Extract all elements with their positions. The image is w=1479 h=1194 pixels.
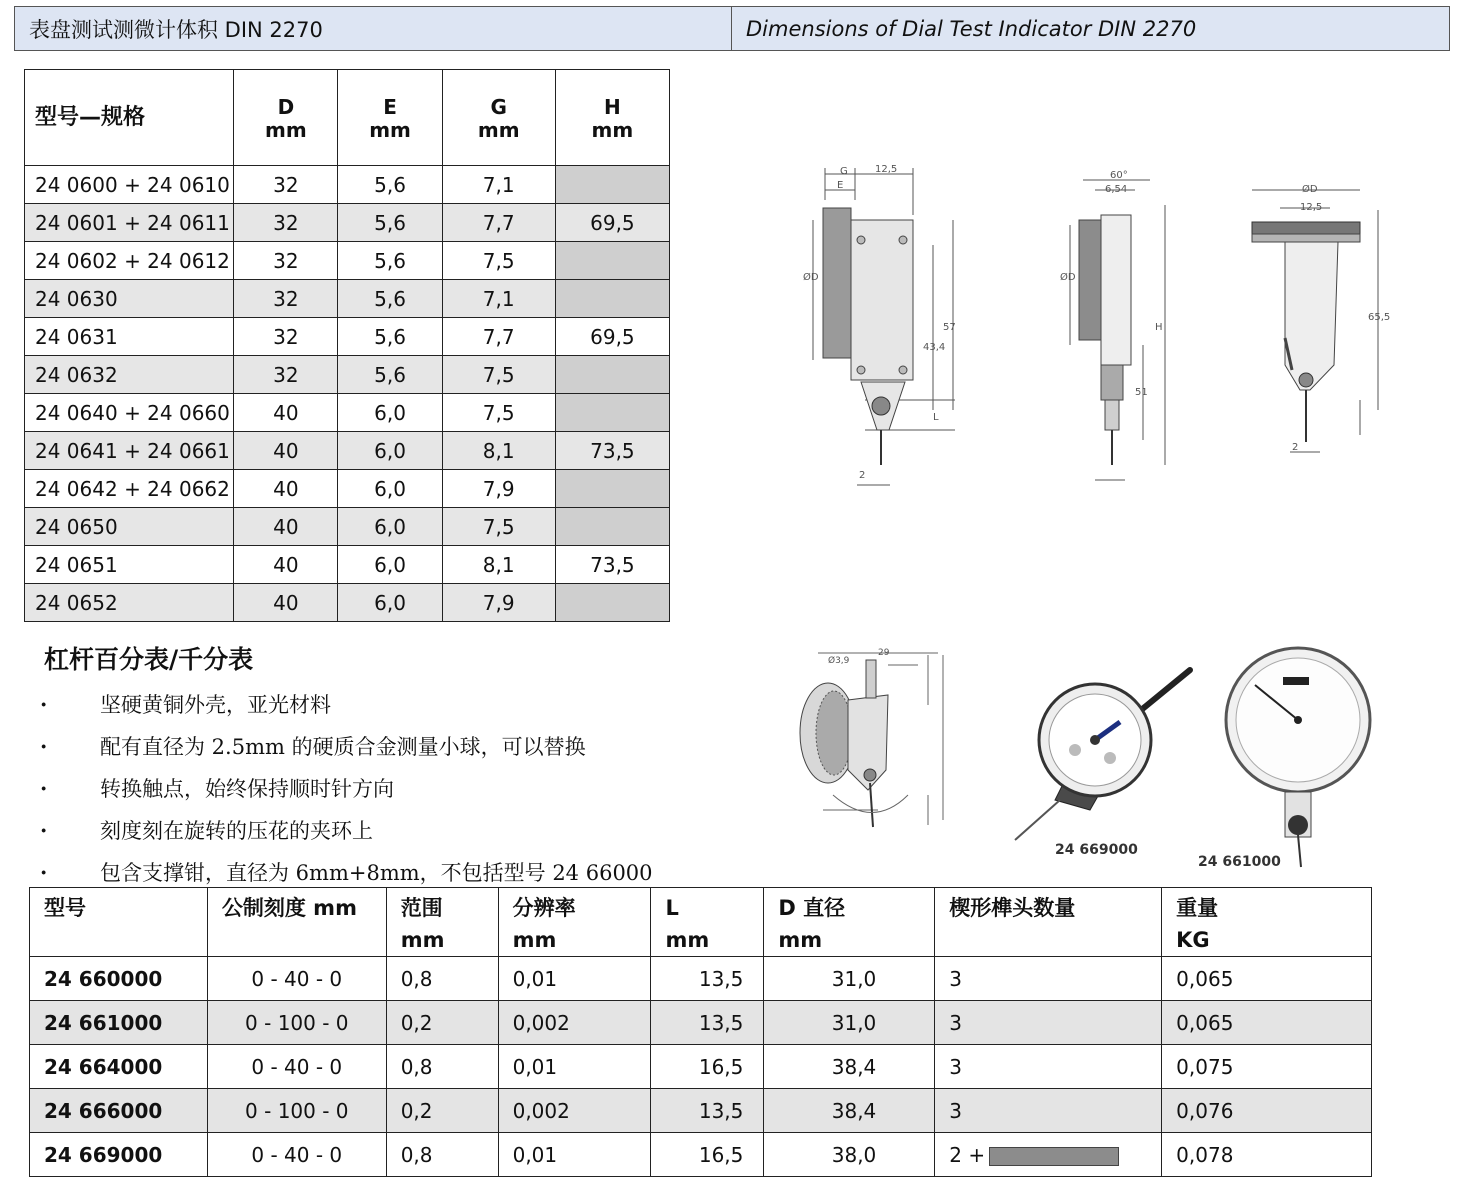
cell-g: 7,1 [442, 280, 555, 318]
col-header-g: G mm [442, 70, 555, 166]
technical-drawing-front [1230, 180, 1390, 460]
cell-g: 7,5 [442, 356, 555, 394]
col-header-h: H mm [555, 70, 669, 166]
technical-drawing-side [795, 160, 975, 495]
table-row [25, 470, 670, 508]
cell-dovetail: 3 [935, 1045, 1162, 1089]
label-29: 29 [878, 648, 890, 658]
feature-text: 包含支撑钳，直径为 6mm+8mm，不包括型号 24 66000 [100, 861, 653, 885]
label-65-5: 65,5 [1368, 312, 1391, 323]
cell-e: 6,0 [338, 584, 442, 622]
col-header-resolution: 分辨率 mm [498, 888, 651, 957]
cell-model: 24 0601 + 24 0611 [25, 204, 234, 242]
table-row [30, 1001, 1372, 1045]
cell-dovetail: 3 [935, 1089, 1162, 1133]
cell-g: 7,5 [442, 394, 555, 432]
cell-h [555, 394, 669, 432]
product-photo-669000 [1000, 660, 1200, 850]
feature-text: 刻度刻在旋转的压花的夹环上 [100, 819, 373, 843]
cell-h: 73,5 [555, 546, 669, 584]
feature-text: 转换触点，始终保持顺时针方向 [100, 777, 394, 801]
cell-model: 24 0600 + 24 0610 [25, 166, 234, 204]
cell-resolution: 0,01 [498, 1133, 651, 1177]
page-header [14, 6, 1450, 51]
table-row [25, 394, 670, 432]
col-header-model: 型号—规格 [25, 70, 234, 166]
cell-g: 7,1 [442, 166, 555, 204]
cell-resolution: 0,002 [498, 1001, 651, 1045]
table-row [25, 356, 670, 394]
cell-g: 7,5 [442, 242, 555, 280]
label-od-3: ØD [1302, 184, 1318, 195]
cell-d: 32 [234, 318, 338, 356]
col-header-scale: 公制刻度 mm [207, 888, 386, 957]
cell-range: 0,8 [386, 1045, 498, 1089]
cell-g: 7,7 [442, 318, 555, 356]
table-row [25, 546, 670, 584]
dimensions-table [24, 69, 670, 622]
cell-model: 24 0632 [25, 356, 234, 394]
cell-diameter: 31,0 [764, 1001, 935, 1045]
cell-weight: 0,065 [1162, 957, 1372, 1001]
cell-model: 24 664000 [30, 1045, 208, 1089]
dovetail-value: 2 + [949, 1142, 986, 1167]
col-header-d: D mm [234, 70, 338, 166]
label-e: E [837, 180, 844, 191]
table-row [25, 166, 670, 204]
cell-model: 24 0650 [25, 508, 234, 546]
cell-scale: 0 - 100 - 0 [207, 1089, 386, 1133]
lever-drawing [778, 645, 953, 835]
cell-diameter: 38,0 [764, 1133, 935, 1177]
cell-l: 16,5 [651, 1133, 764, 1177]
header-title-en: Dimensions of Dial Test Indicator DIN 2270 [746, 16, 1197, 41]
label-51: 51 [1135, 387, 1148, 398]
table-row [25, 204, 670, 242]
photo-caption-right: 24 661000 [1198, 854, 1281, 870]
label-od: ØD [803, 272, 819, 283]
cell-g: 8,1 [442, 546, 555, 584]
cell-scale: 0 - 40 - 0 [207, 957, 386, 1001]
cell-model: 24 0651 [25, 546, 234, 584]
cell-e: 6,0 [338, 546, 442, 584]
cell-dovetail: 3 [935, 957, 1162, 1001]
feature-text: 配有直径为 2.5mm 的硬质合金测量小球，可以替换 [100, 735, 586, 759]
feature-text: 坚硬黄铜外壳，亚光材料 [100, 693, 331, 717]
cell-e: 6,0 [338, 470, 442, 508]
cell-e: 5,6 [338, 318, 442, 356]
cell-h: 73,5 [555, 432, 669, 470]
label-12-5-b: 12,5 [1300, 202, 1323, 213]
bullet: · [40, 691, 48, 717]
cell-range: 0,8 [386, 1133, 498, 1177]
spec-table [29, 887, 1372, 1177]
cell-d: 40 [234, 584, 338, 622]
cell-range: 0,8 [386, 957, 498, 1001]
cell-model: 24 0652 [25, 584, 234, 622]
cell-d: 40 [234, 546, 338, 584]
cell-h: 69,5 [555, 318, 669, 356]
cell-e: 5,6 [338, 166, 442, 204]
table-row [25, 280, 670, 318]
label-d3-9: Ø3,9 [828, 656, 850, 666]
label-l: L [933, 412, 939, 423]
label-2-b: 2 [1292, 442, 1299, 453]
dimensions-header-row [25, 70, 670, 166]
cell-g: 7,5 [442, 508, 555, 546]
label-od-2: ØD [1060, 272, 1076, 283]
cell-model: 24 0602 + 24 0612 [25, 242, 234, 280]
col-header-range: 范围 mm [386, 888, 498, 957]
cell-scale: 0 - 40 - 0 [207, 1045, 386, 1089]
cell-d: 32 [234, 204, 338, 242]
bullet: · [40, 817, 48, 843]
table-row [30, 1045, 1372, 1089]
list-item [40, 683, 653, 725]
cell-dovetail [935, 1133, 1162, 1177]
table-row [25, 242, 670, 280]
cell-resolution: 0,01 [498, 1045, 651, 1089]
cell-range: 0,2 [386, 1089, 498, 1133]
cell-model: 24 666000 [30, 1089, 208, 1133]
cell-d: 40 [234, 470, 338, 508]
cell-dovetail: 3 [935, 1001, 1162, 1045]
cell-l: 13,5 [651, 1001, 764, 1045]
cell-model: 24 0640 + 24 0660 [25, 394, 234, 432]
label-57: 57 [943, 322, 956, 333]
cell-model: 24 669000 [30, 1133, 208, 1177]
label-h: H [1155, 322, 1163, 333]
table-row [25, 318, 670, 356]
table-row [25, 432, 670, 470]
features-title: 杠杆百分表/千分表 [44, 645, 254, 674]
cell-e: 5,6 [338, 242, 442, 280]
cell-weight: 0,078 [1162, 1133, 1372, 1177]
cell-weight: 0,075 [1162, 1045, 1372, 1089]
list-item [40, 725, 653, 767]
list-item [40, 767, 653, 809]
cell-l: 13,5 [651, 957, 764, 1001]
cell-h [555, 584, 669, 622]
table-row [25, 584, 670, 622]
table-row [30, 957, 1372, 1001]
cell-resolution: 0,002 [498, 1089, 651, 1133]
cell-h [555, 166, 669, 204]
bullet: · [40, 733, 48, 759]
cell-model: 24 0641 + 24 0661 [25, 432, 234, 470]
gray-swatch [989, 1147, 1119, 1166]
cell-g: 7,9 [442, 470, 555, 508]
cell-d: 32 [234, 356, 338, 394]
cell-h [555, 356, 669, 394]
cell-l: 13,5 [651, 1089, 764, 1133]
photo-caption-left: 24 669000 [1055, 842, 1138, 858]
cell-h [555, 280, 669, 318]
cell-l: 16,5 [651, 1045, 764, 1089]
cell-d: 40 [234, 508, 338, 546]
spec-header-row [30, 888, 1372, 957]
cell-e: 5,6 [338, 280, 442, 318]
bullet: · [40, 775, 48, 801]
label-12-5: 12,5 [875, 164, 898, 175]
cell-diameter: 31,0 [764, 957, 935, 1001]
product-photo-661000 [1225, 645, 1375, 870]
cell-model: 24 0631 [25, 318, 234, 356]
cell-h: 69,5 [555, 204, 669, 242]
cell-e: 5,6 [338, 356, 442, 394]
label-g: G [840, 166, 848, 177]
col-header-l: L mm [651, 888, 764, 957]
cell-diameter: 38,4 [764, 1089, 935, 1133]
cell-diameter: 38,4 [764, 1045, 935, 1089]
cell-model: 24 660000 [30, 957, 208, 1001]
label-43-4: 43,4 [923, 342, 946, 353]
cell-g: 7,7 [442, 204, 555, 242]
col-header-dovetail: 楔形榫头数量 [935, 888, 1162, 957]
cell-resolution: 0,01 [498, 957, 651, 1001]
list-item [40, 809, 653, 851]
cell-model: 24 0630 [25, 280, 234, 318]
cell-g: 7,9 [442, 584, 555, 622]
cell-d: 40 [234, 432, 338, 470]
cell-e: 6,0 [338, 508, 442, 546]
col-header-e: E mm [338, 70, 442, 166]
table-row [30, 1089, 1372, 1133]
cell-weight: 0,065 [1162, 1001, 1372, 1045]
cell-g: 8,1 [442, 432, 555, 470]
cell-range: 0,2 [386, 1001, 498, 1045]
bullet: · [40, 859, 48, 885]
table-row [30, 1133, 1372, 1177]
cell-model: 24 661000 [30, 1001, 208, 1045]
cell-d: 32 [234, 242, 338, 280]
technical-drawing-profile [1055, 170, 1175, 490]
label-60deg: 60° [1110, 170, 1128, 181]
cell-d: 32 [234, 280, 338, 318]
label-6-54: 6,54 [1105, 184, 1128, 195]
cell-d: 32 [234, 166, 338, 204]
col-header-diameter: D 直径 mm [764, 888, 935, 957]
cell-scale: 0 - 40 - 0 [207, 1133, 386, 1177]
cell-model: 24 0642 + 24 0662 [25, 470, 234, 508]
features-list [40, 683, 653, 893]
cell-d: 40 [234, 394, 338, 432]
header-title-cn: 表盘测试测微计体积 DIN 2270 [15, 7, 732, 50]
cell-h [555, 242, 669, 280]
cell-e: 6,0 [338, 432, 442, 470]
label-2: 2 [859, 470, 866, 481]
col-header-model: 型号 [30, 888, 208, 957]
cell-weight: 0,076 [1162, 1089, 1372, 1133]
cell-e: 5,6 [338, 204, 442, 242]
table-row [25, 508, 670, 546]
col-header-weight: 重量 KG [1162, 888, 1372, 957]
cell-scale: 0 - 100 - 0 [207, 1001, 386, 1045]
cell-h [555, 470, 669, 508]
cell-e: 6,0 [338, 394, 442, 432]
cell-h [555, 508, 669, 546]
